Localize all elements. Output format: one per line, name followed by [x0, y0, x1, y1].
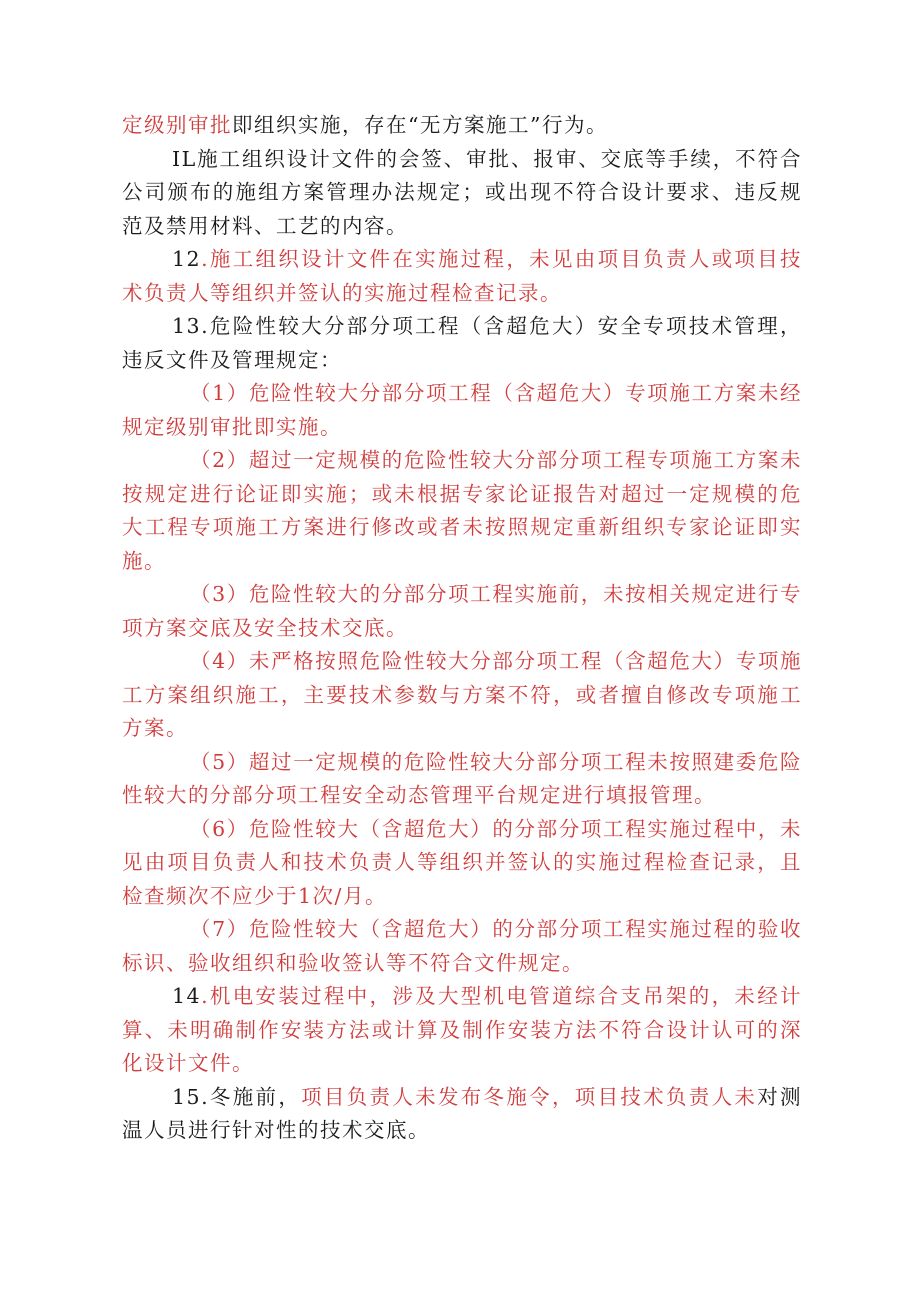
highlight-text: （4）未严格按照危险性较大分部分项工程（含超危大）专项施工方案组织施工，主要技术参数与方案不符，或者擅自修改专项施工方案。: [122, 649, 802, 740]
item-number: 15: [172, 1084, 202, 1109]
item-number: 13: [172, 314, 202, 338]
highlight-text: （3）危险性较大的分部分项工程实施前，未按相关规定进行专项方案交底及安全技术交底。: [122, 582, 802, 640]
highlight-text: .机电安装过程中，涉及大型机电管道综合支吊架的，未经计算、未明确制作安装方法或计算及制作安装方法不符合设计认可的深化设计文件。: [122, 984, 802, 1075]
highlight-text: 项目技术负责人未: [574, 1084, 758, 1109]
paragraph-item-11: [122, 143, 802, 244]
paragraph-item-12: [122, 243, 802, 310]
sub-item-6: [122, 813, 802, 914]
item-number: 12: [172, 247, 202, 271]
paragraph-item-15: [122, 1081, 802, 1148]
body-text: IL施工组织设计文件的会签、审批、报审、交底等手续，不符合公司颁布的施组方案管理办法规定；或出现不符合设计要求、违反规范及禁用材料、工艺的内容。: [122, 146, 802, 238]
paragraph-item-14: [122, 980, 802, 1081]
sub-item-2: [122, 444, 802, 578]
highlight-text: 项目负责人未发布冬施令，: [301, 1084, 575, 1109]
sub-item-4: [122, 645, 802, 746]
highlight-text: （7）危险性较大（含超危大）的分部分项工程实施过程的验收标识、验收组织和验收签认等不符合文件规定。: [122, 917, 802, 975]
highlight-text: （5）超过一定规模的危险性较大分部分项工程未按照建委危险性较大的分部分项工程安全动态管理平台规定进行填报管理。: [122, 749, 802, 807]
highlight-text: .施工组织设计文件在实施过程，未见由项目负责人或项目技术负责人等组织并签认的实施过程检查记录。: [122, 247, 802, 305]
paragraph-continuation: [122, 109, 802, 143]
paragraph-item-13: [122, 310, 802, 377]
highlight-text: （1）危险性较大分部分项工程（含超危大）专项施工方案未经规定级别审批即实施。: [122, 381, 802, 439]
body-text: .冬施前，: [201, 1084, 302, 1109]
document-page: [122, 109, 802, 1148]
highlight-text: 定级别审批: [122, 113, 232, 137]
body-text: 即组织实施，存在“无方案施工”行为。: [232, 113, 608, 137]
highlight-text: （6）危险性较大（含超危大）的分部分项工程实施过程中，未见由项目负责人和技术负责人等组织并签认的实施过程检查记录，且检查频次不应少于1次/月。: [122, 816, 802, 908]
item-number: 14: [172, 984, 202, 1008]
sub-item-1: [122, 377, 802, 444]
sub-item-5: [122, 746, 802, 813]
sub-item-7: [122, 913, 802, 980]
sub-item-3: [122, 578, 802, 645]
highlight-text: （2）超过一定规模的危险性较大分部分项工程专项施工方案未按规定进行论证即实施；或未根据专家论证报告对超过一定规模的危大工程专项施工方案进行修改或者未按照规定重新组织专家论证即实施。: [122, 448, 802, 573]
body-text: .危险性较大分部分项工程（含超危大）安全专项技术管理，违反文件及管理规定：: [122, 314, 802, 372]
body-text: 对测温人员进行针对性的技术交底。: [122, 1084, 803, 1142]
